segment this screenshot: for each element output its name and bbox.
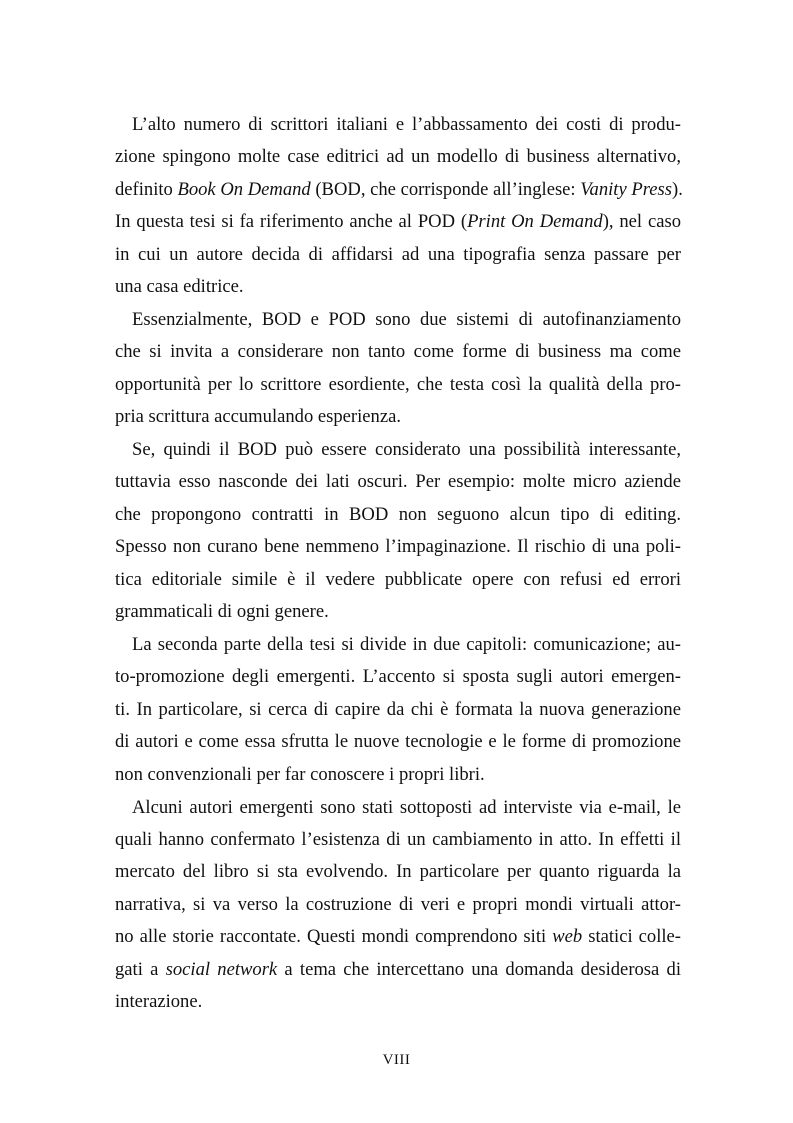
text-line <box>115 271 681 303</box>
text-line <box>115 856 681 888</box>
text-segment: opportunità per lo scrittore esordiente, che testa così la qualità della pro- <box>115 373 681 395</box>
text-line <box>115 336 681 368</box>
text-segment: pria scrittura accumulando esperienza. <box>115 406 401 428</box>
text-segment: (BOD, che corrisponde all’inglese: <box>310 178 581 200</box>
text-line <box>115 564 681 596</box>
text-segment: di autori e come essa sfrutta le nuove tecnologie e le forme di promozione <box>115 731 681 753</box>
text-segment: tica editoriale simile è il vedere pubblicate opere con refusi ed errori <box>115 568 681 590</box>
text-line <box>115 109 681 141</box>
text-segment: non convenzionali per far conoscere i propri libri. <box>115 763 485 785</box>
text-segment: grammaticali di ogni genere. <box>115 601 329 623</box>
text-segment: narrativa, si va verso la costruzione di veri e propri mondi virtuali attor- <box>115 893 681 915</box>
text-line <box>115 824 681 856</box>
paragraph <box>115 434 681 628</box>
text-line <box>115 596 681 628</box>
text-segment: Se, quindi il BOD può essere considerato una possibilità interessante, <box>132 439 681 461</box>
text-line <box>115 466 681 498</box>
paragraph <box>115 109 681 303</box>
text-line <box>115 304 681 336</box>
text-line <box>115 434 681 466</box>
text-line <box>115 986 681 1018</box>
text-segment: Spesso non curano bene nemmeno l’impaginazione. Il rischio di una poli- <box>115 536 681 558</box>
text-segment: zione spingono molte case editrici ad un modello di business alternativo, <box>115 146 681 168</box>
paragraph <box>115 304 681 434</box>
text-line <box>115 531 681 563</box>
italic-text: web <box>552 926 583 948</box>
italic-text: Book On Demand <box>177 178 311 200</box>
text-segment: interazione. <box>115 990 203 1012</box>
text-segment: L’alto numero di scrittori italiani e l’abbassamento dei costi di produ- <box>132 114 681 135</box>
text-line <box>115 239 681 271</box>
text-segment: che propongono contratti in BOD non seguono alcun tipo di editing. <box>115 503 681 525</box>
text-segment: statici colle- <box>582 926 682 948</box>
text-line <box>115 174 681 206</box>
paragraph <box>115 629 681 791</box>
text-segment: La seconda parte della tesi si divide in due capitoli: comunicazione; au- <box>132 634 681 656</box>
body-text <box>115 109 681 1018</box>
text-line <box>115 401 681 433</box>
text-line <box>115 141 681 173</box>
text-segment: ). <box>672 178 683 200</box>
text-line <box>115 759 681 791</box>
text-segment: a tema che intercettano una domanda desiderosa di <box>277 958 681 980</box>
text-segment: to-promozione degli emergenti. L’accento si sposta sugli autori emergen- <box>115 666 681 688</box>
text-line <box>115 889 681 921</box>
text-segment: no alle storie raccontate. Questi mondi comprendono siti <box>115 926 553 948</box>
text-segment: ti. In particolare, si cerca di capire da chi è formata la nuova generazione <box>115 698 681 720</box>
italic-text: social network <box>165 958 278 980</box>
text-segment: Alcuni autori emergenti sono stati sottoposti ad interviste via e-mail, le <box>132 796 681 818</box>
text-segment: ), nel caso <box>602 211 681 233</box>
text-segment: In questa tesi si fa riferimento anche al POD ( <box>115 211 468 233</box>
text-segment: mercato del libro si sta evolvendo. In particolare per quanto riguarda la <box>115 861 681 883</box>
italic-text: Vanity Press <box>580 178 673 200</box>
text-segment: tuttavia esso nasconde dei lati oscuri. Per esempio: molte micro aziende <box>115 471 681 493</box>
text-segment: una casa editrice. <box>115 275 244 297</box>
text-line <box>115 726 681 758</box>
text-line <box>115 206 681 238</box>
text-line <box>115 792 681 824</box>
text-line <box>115 499 681 531</box>
italic-text: Print On Demand <box>467 211 603 233</box>
text-segment: gati a <box>115 958 166 980</box>
page-number: VIII <box>382 1052 411 1068</box>
paragraph <box>115 792 681 1019</box>
text-line <box>115 954 681 986</box>
text-segment: Essenzialmente, BOD e POD sono due sistemi di autofinanziamento <box>132 308 681 330</box>
text-segment: quali hanno confermato l’esistenza di un cambiamento in atto. In effetti il <box>115 828 681 850</box>
text-line <box>115 694 681 726</box>
text-segment: definito <box>115 178 178 200</box>
text-line <box>115 369 681 401</box>
text-segment: in cui un autore decida di affidarsi ad una tipografia senza passare per <box>115 243 681 265</box>
text-line <box>115 661 681 693</box>
text-line <box>115 921 681 953</box>
text-segment: che si invita a considerare non tanto come forme di business ma come <box>115 341 681 363</box>
text-line <box>115 629 681 661</box>
